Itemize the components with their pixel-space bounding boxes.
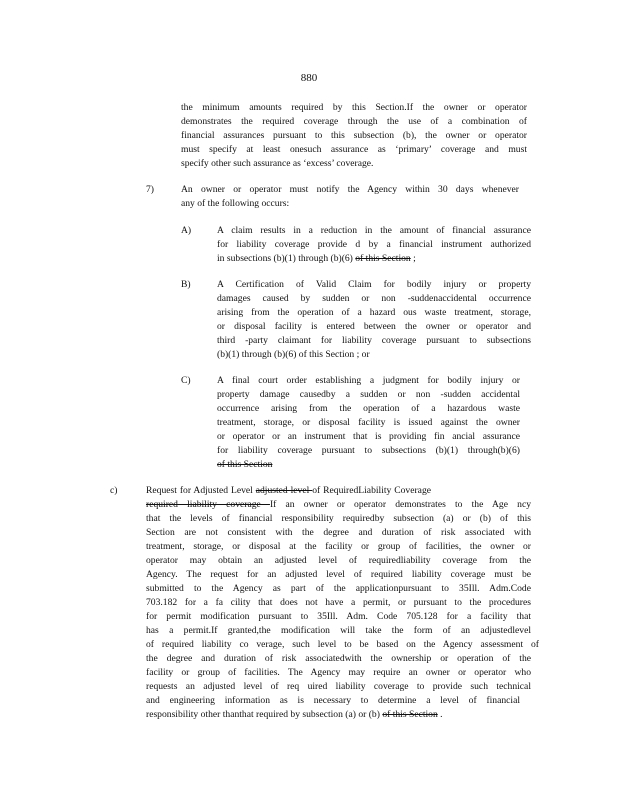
text-line: 703.182 for a fa cility that does not have a permit, or pursuant to the procedures (146, 597, 531, 608)
section-marker: c) (110, 485, 118, 496)
page-number: 880 (300, 72, 318, 84)
text-line: Agency. The request for an adjusted level of required liability coverage must be (146, 569, 531, 580)
text-line: Section are not consistent with the degree and duration of risk associated with (146, 527, 531, 538)
line-text: If an owner or operator demonstrates to the Age ncy (269, 499, 531, 510)
text-line: for liability coverage provide d by a financial instrument authorized (217, 239, 531, 250)
text-line: arising from the operation of a hazard ous waste treatment, storage, (217, 307, 531, 318)
text-line: specify other such assurance as ‘excess’ coverage. (181, 158, 374, 169)
text-line: the minimum amounts required by this Section.If the owner or operator (181, 102, 527, 113)
text-line: submitted to the Agency as part of the applicationpursuant to 35Ill. Adm.Code (146, 583, 531, 594)
line-text: in subsections (b)(1) through (b)(6) (217, 253, 356, 264)
item-marker: B) (181, 279, 191, 290)
text-line (217, 458, 520, 471)
item-marker: A) (181, 225, 192, 236)
text-line: (b)(1) through (b)(6) of this Section ; or (217, 349, 370, 360)
text-line: third -party claimant for liability coverage pursuant to subsections (217, 335, 531, 346)
text-line: requests an adjusted level of req uired liability coverage to provide such technical (146, 681, 531, 692)
text-line: any of the following occurs: (181, 198, 290, 209)
struck-text: adjusted level (255, 485, 313, 496)
text-line (217, 252, 531, 265)
text-line (146, 484, 431, 497)
text-line: treatment, storage, or disposal at the facility or group of facilities, the owner or (146, 541, 531, 552)
text-line: operator may obtain an adjusted level of requiredliability coverage from the (146, 555, 531, 566)
text-line: A final court order establishing a judgment for bodily injury or (217, 375, 520, 386)
text-line: facility or group of facilities. The Agency may require an owner or operator who (146, 667, 531, 678)
text-line: A claim results in a reduction in the amount of financial assurance (217, 225, 531, 236)
text-line: must specify at least onesuch assurance as ‘primary’ coverage and must (181, 144, 527, 155)
text-line: for liability coverage pursuant to subsections (b)(1) through(b)(6) (217, 445, 520, 456)
item-marker: C) (181, 375, 191, 386)
line-text: of RequiredLiability Coverage (312, 485, 431, 496)
text-line: A Certification of Valid Claim for bodily injury or property (217, 279, 531, 290)
struck-text: required liability coverage (146, 499, 270, 510)
item-marker: 7) (146, 184, 154, 195)
line-text: responsibility other thanthat required by subsection (a) or (b) (146, 709, 383, 720)
line-text: Request for Adjusted Level (146, 485, 256, 496)
text-line: the degree and duration of risk associatedwith the ownership or operation of the (146, 653, 531, 664)
text-line: damages caused by sudden or non -suddenaccidental occurrence (217, 293, 531, 304)
text-line: or operator or an instrument that is providing fin ancial assurance (217, 431, 520, 442)
text-line: has a permit.If granted,the modification will take the form of an adjustedlevel (146, 625, 531, 636)
text-line: demonstrates the required coverage through the use of a combination of (181, 116, 527, 127)
text-line: financial assurances pursuant to this subsection (b), the owner or operator (181, 130, 527, 141)
text-line: occurrence arising from the operation of a hazardous waste (217, 403, 520, 414)
text-line: that the levels of financial responsibility requiredby subsection (a) or (b) of this (146, 513, 531, 524)
text-line: of required liability co verage, such level to be based on the Agency assessment of (146, 639, 539, 650)
text-line (146, 708, 531, 721)
line-text: . (437, 709, 443, 720)
text-line: property damage causedby a sudden or non -sudden accidental (217, 389, 520, 400)
text-line: An owner or operator must notify the Agency within 30 days whenever (181, 184, 519, 195)
text-line: and engineering information as is necessary to determine a level of financial (146, 695, 520, 706)
line-text: ; (410, 253, 416, 264)
text-line: for permit modification pursuant to 35Ill. Adm. Code 705.128 for a facility that (146, 611, 531, 622)
text-line: or disposal facility is entered between the owner or operator and (217, 321, 531, 332)
struck-text: of this Section (217, 459, 273, 470)
text-line (146, 498, 531, 511)
struck-text: of this Section (382, 709, 438, 720)
struck-text: of this Section (355, 253, 411, 264)
text-line: treatment, storage, or disposal facility is issued against the owner (217, 417, 520, 428)
